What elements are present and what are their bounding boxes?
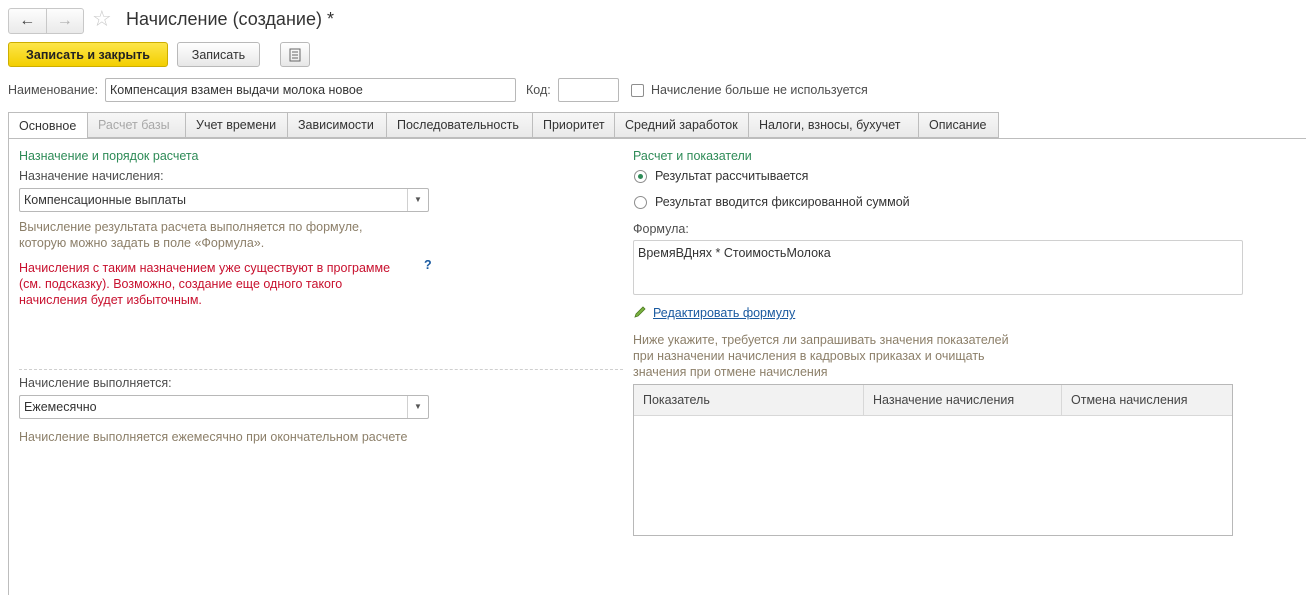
section-separator [19, 369, 623, 370]
execution-label: Начисление выполняется: [19, 376, 172, 390]
column-header-assignment[interactable]: Назначение начисления [864, 385, 1062, 415]
execution-dropdown-value: Ежемесячно [24, 400, 97, 414]
radio-calculated-label: Результат рассчитывается [655, 169, 809, 183]
indicators-hint-line-1: Ниже укажите, требуется ли запрашивать значения показателей [633, 333, 1009, 347]
save-button[interactable]: Записать [177, 42, 260, 67]
tab-time-accounting[interactable]: Учет времени [186, 112, 288, 138]
radio-calculated[interactable] [634, 170, 647, 183]
tab-base-calculation[interactable]: Расчет базы [88, 112, 186, 138]
indicators-hint-line-3: значения при отмене начисления [633, 365, 828, 379]
radio-fixed-label: Результат вводится фиксированной суммой [655, 195, 910, 209]
tab-sequence[interactable]: Последовательность [387, 112, 533, 138]
more-menu-button[interactable] [280, 42, 310, 67]
save-and-close-button[interactable]: Записать и закрыть [8, 42, 168, 67]
calculation-section-title: Расчет и показатели [633, 149, 752, 163]
purpose-label: Назначение начисления: [19, 169, 164, 183]
tab-dependencies[interactable]: Зависимости [288, 112, 387, 138]
chevron-down-icon[interactable]: ▼ [407, 189, 428, 211]
column-header-indicator[interactable]: Показатель [634, 385, 864, 415]
name-input[interactable]: Компенсация взамен выдачи молока новое [105, 78, 516, 102]
table-header [634, 385, 1232, 416]
purpose-hint-line-1: Вычисление результата расчета выполняется по формуле, [19, 220, 363, 234]
column-header-cancellation[interactable]: Отмена начисления [1071, 393, 1188, 407]
back-arrow-icon[interactable]: ← [19, 12, 36, 29]
purpose-dropdown-value: Компенсационные выплаты [24, 193, 187, 207]
forward-arrow-icon[interactable]: → [46, 9, 84, 33]
purpose-dropdown[interactable] [19, 188, 429, 212]
radio-selected-dot [638, 174, 643, 179]
formula-label: Формула: [633, 222, 689, 236]
favorite-star-icon[interactable]: ☆ [92, 6, 112, 31]
code-label: Код: [526, 83, 551, 97]
purpose-hint-line-2: которую можно задать в поле «Формула». [19, 236, 265, 250]
window-title: Начисление (создание) * [126, 9, 334, 29]
tab-main[interactable]: Основное [8, 112, 88, 139]
purpose-section-title: Назначение и порядок расчета [19, 149, 199, 163]
edit-formula-link[interactable]: Редактировать формулу [653, 306, 796, 320]
tab-average-earnings[interactable]: Средний заработок [615, 112, 749, 138]
unused-label: Начисление больше не используется [651, 83, 868, 97]
pencil-icon [633, 305, 647, 322]
indicators-table[interactable] [633, 384, 1233, 536]
unused-checkbox[interactable] [631, 84, 644, 97]
tab-bar [8, 112, 999, 139]
tab-divider [8, 138, 1306, 139]
code-input[interactable] [558, 78, 619, 102]
indicators-hint-line-2: при назначении начисления в кадровых приказах и очищать [633, 349, 985, 363]
content-border [8, 138, 9, 595]
tab-description[interactable]: Описание [919, 112, 999, 138]
warning-line-3: начисления будет избыточным. [19, 293, 202, 307]
execution-hint: Начисление выполняется ежемесячно при окончательном расчете [19, 430, 408, 444]
list-menu-icon [289, 48, 301, 62]
radio-fixed[interactable] [634, 196, 647, 209]
warning-line-1: Начисления с таким назначением уже существуют в программе [19, 261, 391, 275]
tab-priority[interactable]: Приоритет [533, 112, 615, 138]
execution-dropdown[interactable] [19, 395, 429, 419]
tab-taxes[interactable]: Налоги, взносы, бухучет [749, 112, 919, 138]
help-question-icon[interactable]: ? [424, 258, 432, 272]
formula-field[interactable]: ВремяВДнях * СтоимостьМолока [633, 240, 1243, 295]
warning-line-2: (см. подсказку). Возможно, создание еще одного такого [19, 277, 343, 291]
chevron-down-icon[interactable]: ▼ [407, 396, 428, 418]
name-label: Наименование: [8, 83, 99, 97]
navigation-buttons [8, 8, 84, 34]
